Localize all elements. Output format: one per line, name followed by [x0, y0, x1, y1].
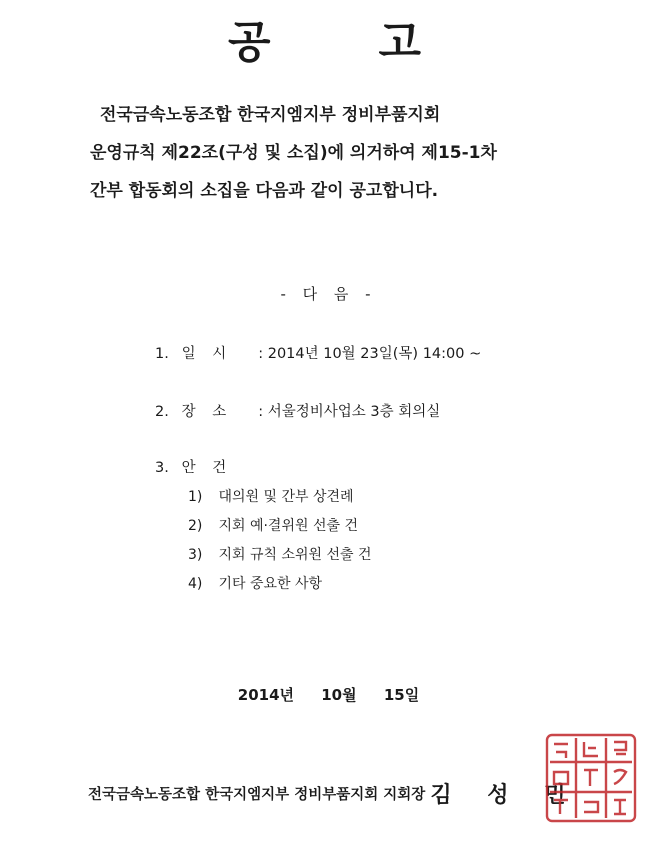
item-datetime [155, 342, 481, 363]
notice-date: 2014년 10월 15일 [237, 686, 420, 704]
item-label: 장 소 [181, 404, 233, 420]
agenda-item [188, 544, 372, 564]
item-agenda [155, 456, 254, 477]
intro-line: 운영규칙 제22조(구성 및 소집)에 의거하여 제15-1차 [90, 143, 497, 163]
item-separator: : [258, 346, 264, 362]
agenda-text: 지회 예·결위원 선출 건 [218, 518, 358, 534]
item-value: 서울정비사업소 3층 회의실 [267, 404, 441, 420]
agenda-number: 4) [188, 576, 203, 592]
item-label: 안 건 [181, 460, 233, 476]
item-value: 2014년 10월 23일(목) 14:00 ~ [267, 346, 482, 362]
agenda-text: 지회 규칙 소위원 선출 건 [218, 547, 372, 563]
agenda-text: 기타 중요한 사항 [218, 576, 323, 592]
agenda-item [188, 486, 354, 506]
agenda-item [188, 515, 358, 535]
official-seal-stamp [544, 732, 638, 824]
item-separator: : [258, 404, 264, 420]
signer-name: 김 성 민 [430, 783, 580, 808]
notice-title [0, 6, 657, 70]
intro-line: 간부 합동회의 소집을 다음과 같이 공고합니다. [90, 181, 439, 201]
item-number: 2. [155, 404, 169, 420]
agenda-text: 대의원 및 간부 상견례 [218, 489, 354, 505]
item-number: 3. [155, 460, 169, 476]
agenda-number: 2) [188, 518, 203, 534]
intro-paragraph [90, 96, 610, 210]
section-heading: - 다 음 - [280, 285, 377, 303]
item-location [155, 400, 440, 421]
title-char-2: 고 [378, 17, 430, 68]
intro-line: 전국금속노동조합 한국지엠지부 정비부품지회 [100, 105, 441, 125]
signature-line [88, 778, 579, 809]
agenda-number: 3) [188, 547, 203, 563]
item-label: 일 시 [181, 346, 233, 362]
signer-organization: 전국금속노동조합 한국지엠지부 정비부품지회 지회장 [88, 787, 426, 803]
agenda-number: 1) [188, 489, 203, 505]
title-char-1: 공 [227, 17, 279, 68]
item-number: 1. [155, 346, 169, 362]
agenda-item [188, 573, 322, 593]
